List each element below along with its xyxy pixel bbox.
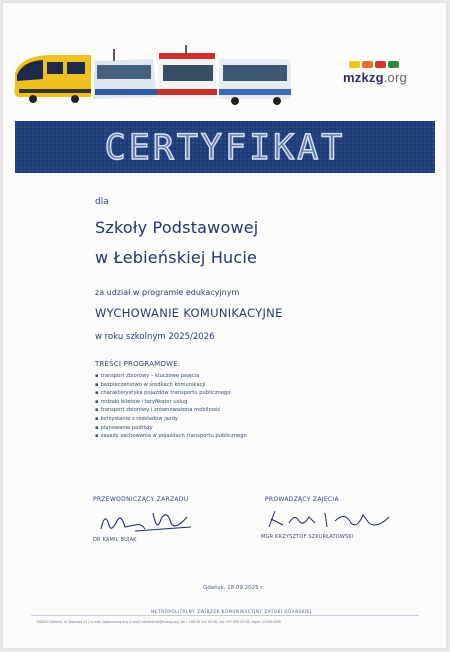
bus-icon [219, 59, 291, 105]
logo-block [362, 61, 373, 68]
right-signature-title: PROWADZĄCY ZAJĘCIA [265, 496, 339, 503]
footer-org: METROPOLITALNY ZWIĄZEK KOMUNIKACYJNY ZATOKI GDAŃSKIEJ [151, 609, 312, 614]
logo-block [388, 61, 399, 68]
recipient-line1: Szkoły Podstawowej [95, 218, 259, 237]
left-signature [95, 503, 195, 537]
content-heading: TREŚCI PROGRAMOWE: [95, 360, 181, 368]
logo-suffix: .org [383, 70, 407, 85]
tram-icon [93, 49, 157, 99]
left-signature-name: DR KAMIL BUJAK [93, 537, 137, 543]
participation-text: za udział w programie edukacyjnym [95, 288, 240, 297]
right-signature-name: MGR KRZYSZTOF SZKURŁATOWSKI [261, 534, 354, 540]
logo-block [375, 61, 386, 68]
content-list [95, 372, 247, 441]
list-item: ▪ zasady zachowania w pojazdach transportu publicznego [95, 433, 247, 440]
title-banner [15, 121, 435, 173]
logo-text [343, 70, 413, 85]
train-icon [15, 55, 92, 103]
program-name: WYCHOWANIE KOMUNIKACYJNE [95, 306, 283, 320]
recipient-line2: w Łebieńskiej Hucie [95, 248, 258, 267]
logo-name: mzkzg [343, 70, 384, 85]
logo-blocks [349, 61, 413, 68]
footer-divider [31, 615, 419, 616]
mzkzg-logo [343, 61, 413, 97]
school-year: w roku szkolnym 2025/2026 [95, 332, 215, 342]
vehicles-illustration [13, 45, 293, 109]
list-item: ▪ rodzaki biletów i taryfikator usług [95, 398, 188, 405]
left-signature-title: PRZEWODNICZĄCY ZARZĄDU [93, 496, 189, 503]
footer-contact: MZKZG Gdańsk, ul. Dworzec 11 | e-mail: www.mzkzg.org, e-mail: sekretariat@mzkzg.org, tel.: +48 58 342 05 06, nip: 957 099 53 06, regon: 220914390 [37, 620, 281, 624]
list-item: ▪ korzystanie z rozkładów jazdy [95, 415, 178, 422]
list-item: ▪ transport zbiorowy i zrównoważona mobilność [95, 407, 221, 414]
tram-icon [157, 45, 217, 99]
list-item: ▪ bezpieczeństwo w środkach komunikacji [95, 381, 206, 388]
certificate-sheet [3, 3, 446, 648]
list-item: ▪ planowanie podróży [95, 424, 153, 431]
logo-block [349, 61, 360, 68]
place-date: Gdańsk, 18.09.2025 r. [203, 585, 264, 591]
certificate-title: CERTYFIKAT [104, 128, 346, 168]
list-item: ▪ charakterystyka pojazdów transportu publicznego [95, 390, 231, 397]
list-item: ▪ transport zbiorowy – kluczowe pojęcia [95, 373, 200, 379]
right-signature [265, 505, 395, 533]
dla-label: dla [95, 197, 109, 207]
